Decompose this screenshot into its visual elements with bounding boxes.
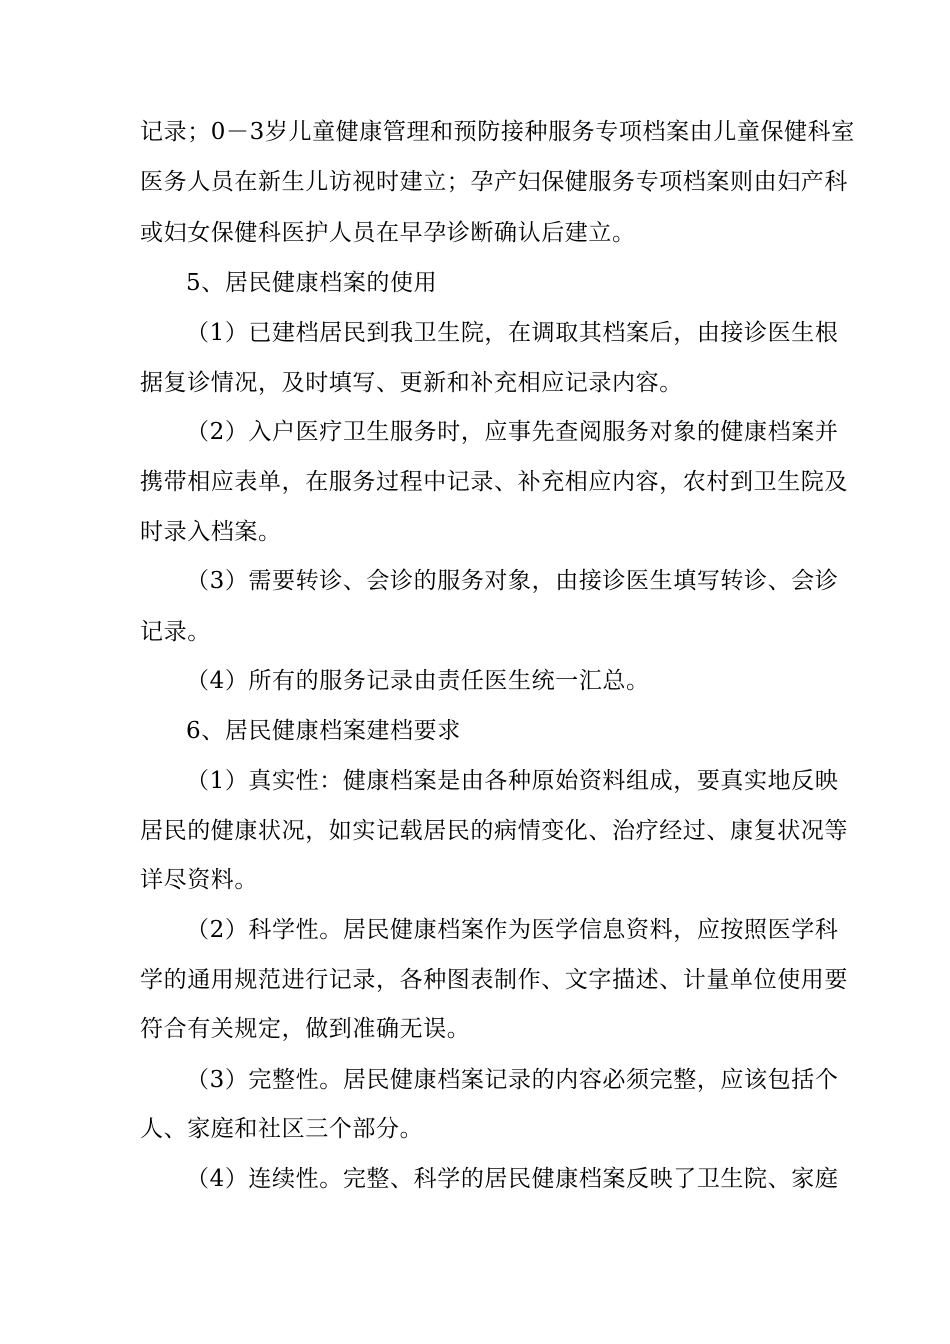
text-line: 医务人员在新生儿访视时建立；孕产妇保健服务专项档案则由妇产科	[140, 169, 848, 195]
text-line: （3）需要转诊、会诊的服务对象，由接诊医生填写转诊、会诊	[186, 568, 839, 594]
text-line: 据复诊情况，及时填写、更新和补充相应记录内容。	[140, 370, 683, 396]
text-line: （4）连续性。完整、科学的居民健康档案反映了卫生院、家庭	[186, 1166, 839, 1192]
text-line: 记录；0－3岁儿童健康管理和预防接种服务专项档案由儿童保健科室	[140, 119, 855, 145]
text-line: （4）所有的服务记录由责任医生统一汇总。	[186, 668, 650, 694]
section-heading: 6、居民健康档案建档要求	[186, 718, 461, 744]
text-line: 学的通用规范进行记录，各种图表制作、文字描述、计量单位使用要	[140, 967, 848, 993]
text-line: （2）入户医疗卫生服务时，应事先查阅服务对象的健康档案并	[186, 419, 839, 445]
text-line: （3）完整性。居民健康档案记录的内容必须完整，应该包括个	[186, 1067, 839, 1093]
text-line: 时录入档案。	[140, 519, 282, 545]
section-heading: 5、居民健康档案的使用	[186, 270, 438, 296]
text-line: 或妇女保健科医护人员在早孕诊断确认后建立。	[140, 220, 636, 246]
text-line: （1）真实性：健康档案是由各种原始资料组成，要真实地反映	[186, 768, 839, 794]
text-line: 携带相应表单，在服务过程中记录、补充相应内容，农村到卫生院及	[140, 469, 848, 495]
text-line: 符合有关规定，做到准确无误。	[140, 1016, 471, 1042]
text-line: 人、家庭和社区三个部分。	[140, 1116, 424, 1142]
text-line: 记录。	[140, 619, 211, 645]
text-line: （1）已建档居民到我卫生院，在调取其档案后，由接诊医生根	[186, 320, 839, 346]
text-line: （2）科学性。居民健康档案作为医学信息资料，应按照医学科	[186, 917, 839, 943]
text-line: 居民的健康状况，如实记载居民的病情变化、治疗经过、康复状况等	[140, 818, 848, 844]
text-line: 详尽资料。	[140, 867, 258, 893]
